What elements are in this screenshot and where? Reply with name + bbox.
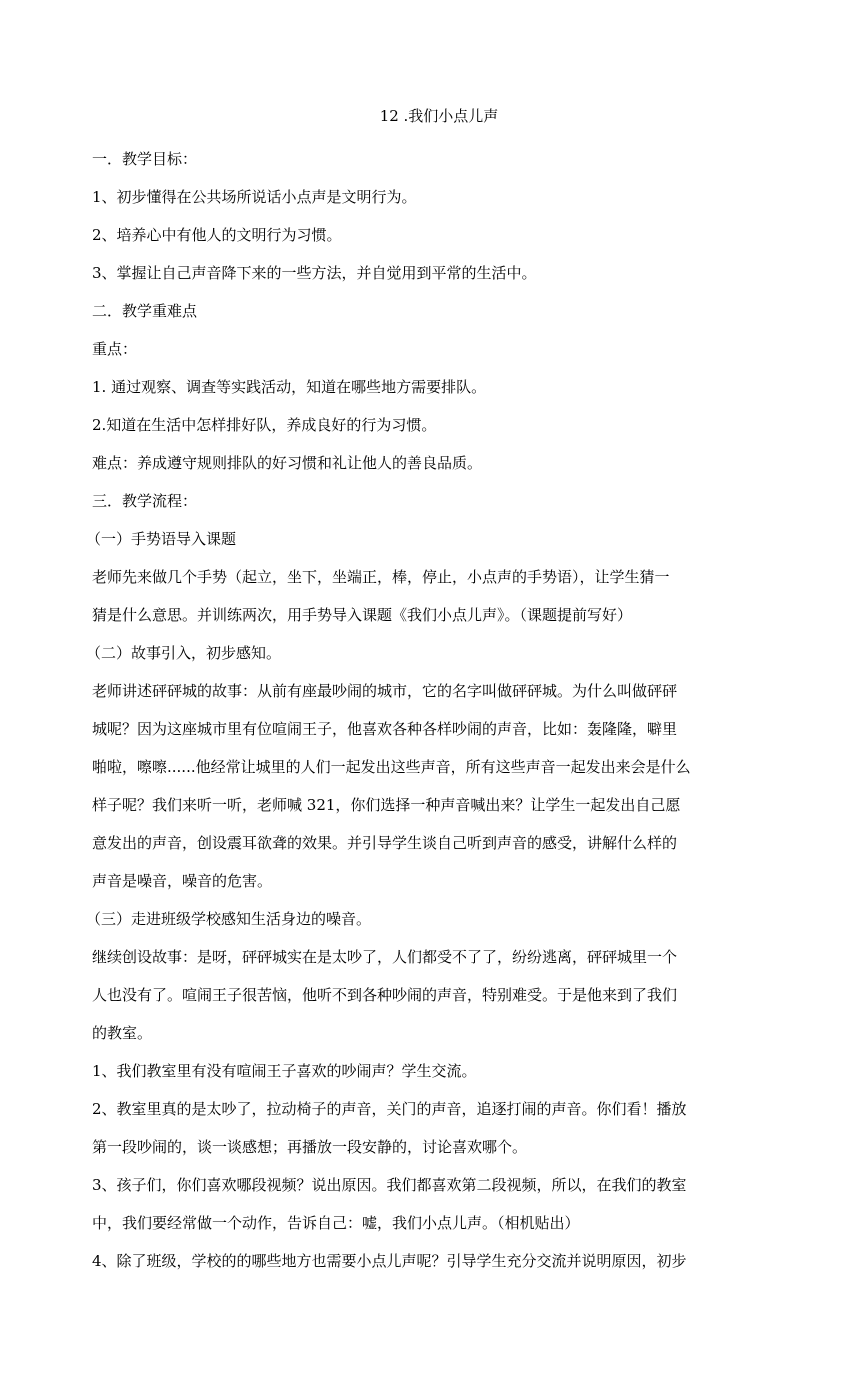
process-item-4: [92, 1242, 768, 1280]
paragraph-line: 老师先来做几个手势（起立，坐下，坐端正，棒，停止，小点声的手势语），让学生猜一: [92, 568, 670, 586]
key-point-2: 2.知道在生活中怎样排好队，养成良好的行为习惯。: [92, 416, 437, 434]
goal-item-3: 3、掌握让自己声音降下来的一些方法，并自觉用到平常的生活中。: [92, 264, 537, 282]
goal-item-1: 1、初步懂得在公共场所说话小点声是文明行为。: [92, 188, 417, 206]
process-item-3: [92, 1166, 768, 1242]
paragraph-line: 意发出的声音，创设震耳欲聋的效果。并引导学生谈自己听到声音的感受，讲解什么样的: [92, 834, 678, 852]
paragraph-line: 的教室。: [92, 1024, 153, 1042]
step-heading-1: （一）手势语导入课题: [86, 530, 237, 548]
paragraph-line: 猜是什么意思。并训练两次，用手势导入课题《我们小点儿声》。（课题提前写好）: [92, 606, 633, 624]
difficulty-point: 难点：养成遵守规则排队的好习惯和礼让他人的善良品质。: [92, 454, 483, 472]
paragraph-line: 人也没有了。喧闹王子很苦恼，他听不到各种吵闹的声音，特别难受。于是他来到了我们: [92, 986, 678, 1004]
paragraph-line: 老师讲述砰砰城的故事：从前有座最吵闹的城市，它的名字叫做砰砰城。为什么叫做砰砰: [92, 682, 678, 700]
step-heading-3: （三）走进班级学校感知生活身边的噪音。: [86, 910, 372, 928]
paragraph-line: 第一段吵闹的，谈一谈感想；再播放一段安静的，讨论喜欢哪个。: [92, 1138, 528, 1156]
step-heading-2: （二）故事引入，初步感知。: [86, 644, 282, 662]
paragraph-line: 3、孩子们，你们喜欢哪段视频？说出原因。我们都喜欢第二段视频，所以，在我们的教室: [92, 1176, 687, 1194]
step-1-paragraph: [92, 558, 768, 634]
paragraph-line: 4、除了班级，学校的的哪些地方也需要小点儿声呢？引导学生充分交流并说明原因，初步: [92, 1252, 687, 1270]
paragraph-line: 继续创设故事：是呀，砰砰城实在是太吵了，人们都受不了了，纷纷逃离，砰砰城里一个: [92, 948, 678, 966]
key-points-label: 重点：: [92, 340, 138, 358]
goal-item-2: 2、培养心中有他人的文明行为习惯。: [92, 226, 342, 244]
paragraph-line: 中，我们要经常做一个动作，告诉自己：嘘，我们小点儿声。（相机贴出）: [92, 1214, 580, 1232]
paragraph-line: 样子呢？我们来听一听，老师喊 321，你们选择一种声音喊出来？让学生一起发出自己愿: [92, 796, 681, 814]
process-item-2: [92, 1090, 768, 1166]
process-item-1: 1、我们教室里有没有喧闹王子喜欢的吵闹声？学生交流。: [92, 1062, 477, 1080]
section-heading-goals: 一．教学目标：: [92, 150, 198, 168]
paragraph-line: 城呢？因为这座城市里有位喧闹王子，他喜欢各种各样吵闹的声音，比如：轰隆隆，噼里: [92, 720, 678, 738]
section-heading-key-points: 二．教学重难点: [92, 302, 198, 320]
key-point-1: 1. 通过观察、调查等实践活动，知道在哪些地方需要排队。: [92, 378, 487, 396]
section-heading-process: 三．教学流程：: [92, 492, 198, 510]
paragraph-line: 啪啦，嚓嚓......他经常让城里的人们一起发出这些声音，所有这些声音一起发出来会是什么: [92, 758, 691, 776]
step-2-paragraph: [92, 672, 768, 900]
paragraph-line: 2、教室里真的是太吵了，拉动椅子的声音，关门的声音，追逐打闹的声音。你们看！播放: [92, 1100, 687, 1118]
document-title: 12 .我们小点儿声: [379, 107, 499, 125]
step-3-paragraph: [92, 938, 768, 1052]
paragraph-line: 声音是噪音，噪音的危害。: [92, 872, 273, 890]
